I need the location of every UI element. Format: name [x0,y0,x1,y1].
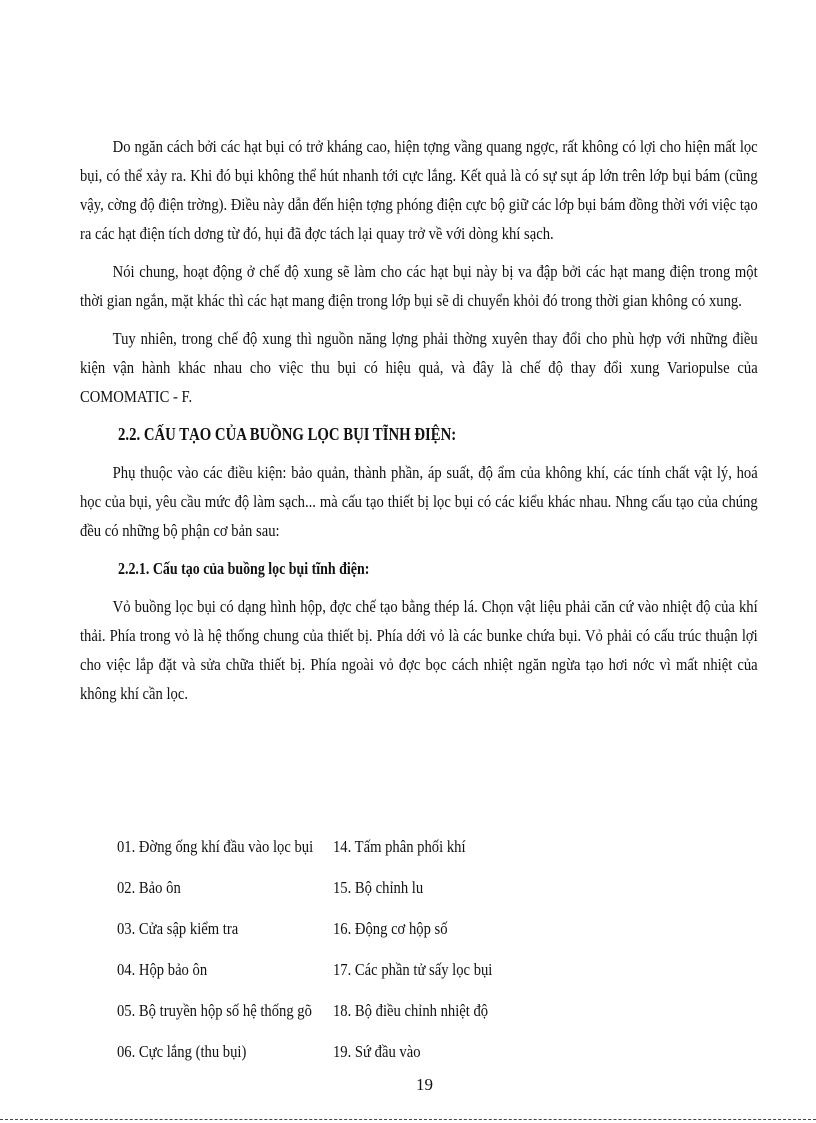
legend-item: 06. Cực lắng (thu bụi) [117,1042,247,1061]
legend-item: 18. Bộ điều chỉnh nhiệt độ [333,1001,489,1020]
legend-item: 03. Cửa sập kiểm tra [117,919,239,938]
legend-row [117,955,537,996]
page-number: 19 [416,1075,433,1094]
component-legend [117,832,537,1078]
section-heading: 2.2. CẤU TẠO CỦA BUỒNG LỌC BỤI TĨNH ĐIỆN: [118,424,457,444]
legend-row [117,832,537,873]
paragraph-variopulse: Tuy nhiên, trong chế độ xung thì nguồn năng lợng phải thờng xuyên thay đổi cho phù hợp với những điều kiện vận hành khác nhau cho việc thu bụi có hiệu quả, và đây là chế độ thay đổi xung Variopulse của COMOMATIC - F. [80,329,758,406]
subsection-heading: 2.2.1. Cấu tạo của buồng lọc bụi tĩnh điện: [118,559,370,578]
legend-item: 04. Hộp bảo ôn [117,960,208,979]
legend-row [117,914,537,955]
legend-row [117,873,537,914]
paragraph-housing: Vỏ buồng lọc bụi có dạng hình hộp, đợc chế tạo bằng thép lá. Chọn vật liệu phải căn cứ vào nhiệt độ của khí thải. Phía trong vỏ là hệ thống chung của thiết bị. Phía dới vỏ là các bunke chứa bụi. Vỏ phải có cấu trúc thuận lợi cho việc lắp đặt và sửa chữa thiết bị. Phía ngoài vỏ đợc bọc cách nhiệt ngăn ngừa tạo hơi nớc vì mất nhiệt của không khí cần lọc. [80,597,758,703]
body-text [80,132,758,717]
legend-item: 14. Tấm phân phối khí [333,837,466,856]
legend-item: 19. Sứ đầu vào [333,1042,421,1061]
paragraph-reverse-corona: Do ngăn cách bởi các hạt bụi có trở kháng cao, hiện tợng vầng quang ngợc, rất không có lợi cho hiện mất lọc bụi, có thể xảy ra. Khi đó bụi không thể hút nhanh tới cực lắng. Kết quả là có sự sụt áp lớn trên lớp bụi bám (cũng vậy, cờng độ điện trờng). Điều này dẫn đến hiện tợng phóng điện cực bộ giữ các lớp bụi bám đồng thời với việc tạo ra các hạt điện tích dơng từ đó, hụi đã đợc tách lại quay trở về với dòng khí sạch. [80,137,758,243]
legend-item: 15. Bộ chỉnh lu [333,878,424,897]
paragraph-pulse-mode: Nói chung, hoạt động ở chế độ xung sẽ làm cho các hạt bụi này bị va đập bởi các hạt mang điện trong một thời gian ngắn, mặt khác thì các hạt mang điện trong lớp bụi sẽ di chuyển khỏi đó trong thời gian không có xung. [80,262,758,310]
legend-item: 05. Bộ truyền hộp số hệ thống gõ [117,1001,312,1020]
paragraph-structure-intro: Phụ thuộc vào các điều kiện: bảo quản, thành phần, áp suất, độ ẩm của không khí, các tính chất vật lý, hoá học của bụi, yêu cầu mức độ làm sạch... mà cấu tạo thiết bị lọc bụi có các kiểu khác nhau. Nhng cấu tạo của chúng đều có những bộ phận cơ bản sau: [80,463,758,540]
legend-row [117,996,537,1037]
legend-item: 17. Các phần tử sấy lọc bụi [333,960,493,979]
page-bottom-rule [0,1119,816,1120]
legend-item: 02. Bảo ôn [117,878,181,897]
legend-row [117,1037,537,1078]
legend-item: 16. Động cơ hộp số [333,919,448,938]
legend-item: 01. Đờng ống khí đầu vào lọc bụi [117,837,314,856]
